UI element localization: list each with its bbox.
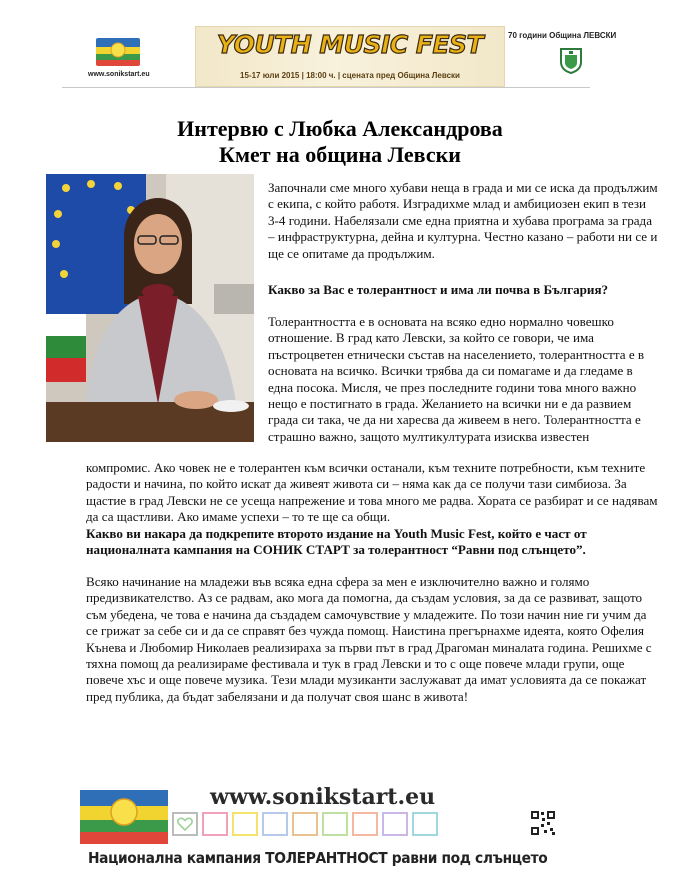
tolerance-square-icon bbox=[262, 812, 288, 836]
festival-strip bbox=[195, 26, 505, 87]
qr-code-icon[interactable] bbox=[530, 810, 556, 836]
sonikstart-logo bbox=[96, 38, 140, 66]
tolerance-square-icon bbox=[382, 812, 408, 836]
header-banner bbox=[62, 26, 617, 88]
title-line-2: Кмет на община Левски bbox=[219, 142, 461, 167]
heart-icon bbox=[172, 812, 198, 836]
answer-tolerance-continued: компромис. Ако човек не е толерантен към всички останали, към техните потребности, към техните радости и начина, по който искат да живеят живота си – няма как да се получи тази симбиоза. За щастие в град Левски не се усеща напрежение и това много ме радва. Хората се разбират и се надявам да са щастливи. Ако имаме успехи – то те ще са общи. bbox=[86, 460, 658, 525]
title-line-1: Интервю с Любка Александрова bbox=[177, 116, 503, 141]
tolerance-icon-row bbox=[172, 812, 438, 836]
question-tolerance: Какво за Вас е толерантност и има ли почва в България? bbox=[268, 282, 609, 297]
campaign-tagline: Национална кампания ТОЛЕРАНТНОСТ равни под слънцето bbox=[88, 849, 548, 867]
answer-tolerance: Толерантността е в основата на всяко едно нормално човешко отношение. В град като Левски, за който се говори, че има пъстроцветен етнически състав на населението, толерантността е в основата на всичко. Всички трябва да си помагаме и да гледаме в една посока. Мисля, че през последните години това много важно нещо е постигнато в града. Желанието на всички ни е да развием града си така, че да ни харесва да живеем в него. Толерантността е страшно важно, защото мултикултурата изисква известен bbox=[268, 314, 645, 444]
footer-sonikstart-logo bbox=[80, 790, 168, 844]
answer-youth-music-fest: Всяко начинание на младежи във всяка една сфера за мен е изключително важно и голямо предизвикателство. Аз се радвам, ако мога да помогна, да създам условия, за да се развиват, защото съм убедена, че това е начина да създадем самочувствие у младежите. По този начин ние ги учим да се грижат за себе си и да се справят без чужда помощ. Наистина прегърнахме идеята, която Офелия Кънева и Любомир Николаев реализираха за първи път в град Драгоман миналата година. Решихме с тяхна помощ да реализираме фестивала и тук в град Левски и то с още повече млади групи, още повече хъс и още повече музика. Тези млади музиканти заслужават да имат условията да се покажат пред публика, да бъдат забелязани и да получат своя шанс в живота! bbox=[86, 574, 652, 704]
paragraph-intro: Започнали сме много хубави неща в града и ми се иска да продължим с екипа, с който работя. Изградихме млад и амбициозен екип в тези 3-4 години. Набелязали сме една приятна и хубава програма за града – инфраструктурна, дейна и културна. Честно казано – работи ни се и ще се опитаме да продължим. bbox=[268, 180, 658, 261]
site-url[interactable]: www.sonikstart.eu bbox=[88, 71, 150, 78]
tolerance-square-icon bbox=[292, 812, 318, 836]
festival-title: YOUTH MUSIC FEST bbox=[216, 30, 484, 59]
festival-details: 15-17 юли 2015 | 18:00 ч. | сцената пред Община Левски bbox=[240, 71, 460, 80]
article-title bbox=[0, 116, 680, 168]
footer-url[interactable]: www.sonikstart.eu bbox=[210, 784, 436, 810]
tolerance-square-icon bbox=[202, 812, 228, 836]
question-youth-music-fest: Какво ви накара да подкрепите второто издание на Youth Music Fest, който е част от националната кампания на СОНИК СТАРТ за толерантност “Равни под слънцето”. bbox=[86, 526, 587, 558]
tolerance-square-icon bbox=[412, 812, 438, 836]
tolerance-square-icon bbox=[322, 812, 348, 836]
municipality-crest-icon bbox=[560, 48, 582, 74]
tolerance-square-icon bbox=[232, 812, 258, 836]
mayor-photo bbox=[46, 174, 254, 442]
tolerance-square-icon bbox=[352, 812, 378, 836]
anniversary-label: 70 години Община ЛЕВСКИ bbox=[508, 31, 617, 40]
